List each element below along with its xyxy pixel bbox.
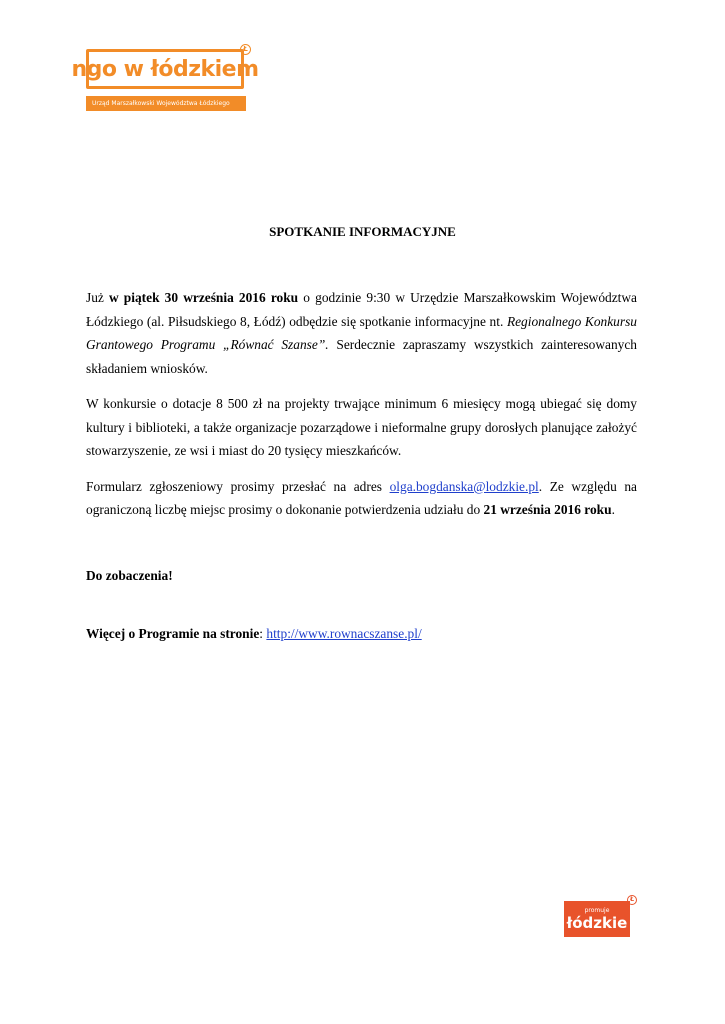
- text-span: o godzinie 9:30 w Urzędzie Marszałkowskim Województwa Łódzkiego (al. Piłsudskiego 8, Łódź) odbędzie się spotkanie informacyjne nt.: [86, 290, 637, 329]
- logo-badge-icon: Ł: [240, 44, 251, 55]
- closing-text: Do zobaczenia!: [86, 568, 173, 583]
- text-span: Już: [86, 290, 109, 305]
- logo-subtitle-bar: [86, 96, 246, 111]
- ngo-lodzkie-logo: [71, 44, 259, 120]
- meeting-date: w piątek 30 września 2016 roku: [109, 290, 299, 305]
- program-name: Regionalnego Konkursu Grantowego Programu „Równać Szanse”.: [86, 313, 637, 352]
- email-link[interactable]: olga.bogdanska@lodzkie.pl: [389, 478, 539, 494]
- text-span: Formularz zgłoszeniowy prosimy przesłać na adres: [86, 478, 390, 494]
- footer-logo-small: promuje: [584, 906, 610, 914]
- more-info-label: Więcej o Programie na stronie: [86, 626, 260, 641]
- footer-logo-box: [564, 901, 630, 937]
- footer-badge-icon: Ł: [627, 895, 637, 905]
- text-span: . Ze względu na ograniczoną liczbę miejsc prosimy o dokonanie potwierdzenia udziału do: [86, 478, 637, 517]
- document-title: SPOTKANIE INFORMACYJNE: [269, 224, 456, 239]
- deadline-date: 21 września 2016 roku: [483, 502, 612, 517]
- text-span: .: [611, 502, 615, 517]
- text-span: :: [259, 626, 267, 641]
- logo-text: ngo w łódzkiem: [71, 56, 259, 82]
- logo-frame: [71, 49, 259, 89]
- promuje-lodzkie-logo: [564, 895, 636, 939]
- document-body: [86, 286, 637, 534]
- program-website-link[interactable]: http://www.rownacszanse.pl/: [266, 626, 422, 641]
- footer-logo-big: łódzkie: [566, 913, 628, 932]
- paragraph-grant: W konkursie o dotacje 8 500 zł na projekty trwające minimum 6 miesięcy mogą ubiegać się domy kultury i biblioteki, a także organizacje pozarządowe i nieformalne grupy dorosłych planujące założyć stowarzyszenie, ze wsi i miast do 20 tysięcy mieszkańców.: [86, 396, 637, 458]
- paragraph-form: [86, 475, 637, 522]
- logo-subtitle: Urząd Marszałkowski Województwa Łódzkiego: [92, 100, 230, 107]
- text-span: Serdecznie zapraszamy wszystkich zainteresowanych składaniem wniosków.: [86, 337, 638, 376]
- paragraph-meeting: [86, 286, 637, 380]
- more-info-line: [86, 626, 422, 642]
